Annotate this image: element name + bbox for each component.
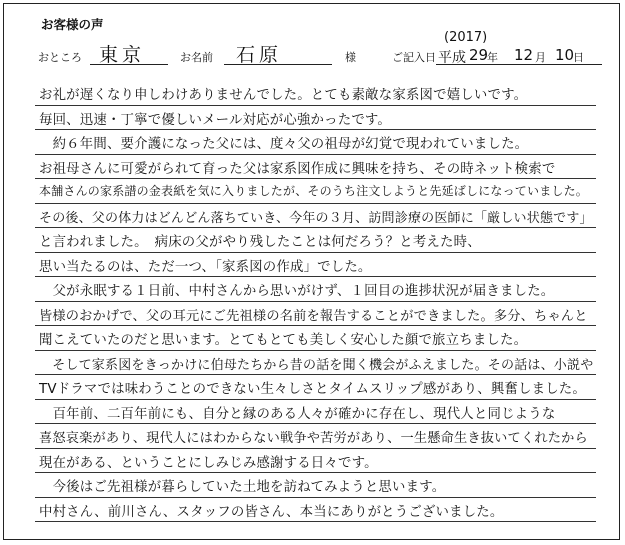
message-line: 思い当たるのは、ただ一つ、「家系図の作成」でした。 (39, 259, 372, 275)
ruled-line (35, 276, 596, 277)
date-year: 29 (469, 46, 489, 64)
message-line: 毎回、迅速・丁寧で優しいメール対応が心強かったです。 (39, 112, 392, 128)
card-title: お客様の声 (41, 17, 104, 32)
ruled-line (35, 301, 596, 302)
date-year-unit: 年 (487, 51, 498, 64)
message-line: 中村さん、前川さん、スタッフの皆さん、本当にありがとうございました。 (39, 504, 504, 520)
message-line: その後、父の体力はどんどん落ちていき、今年の３月、訪問診療の医師に「厳しい状態です」 (39, 210, 593, 226)
date-underline (436, 64, 602, 65)
name-value: 石原 (236, 44, 283, 66)
ruled-line (35, 399, 596, 400)
ruled-line (35, 374, 596, 375)
honorific: 様 (345, 51, 356, 64)
message-line: 本舗さんの家系譜の金表紙を気に入りましたが、そのうち注文しようと先延ばしになっていました。 (39, 184, 589, 198)
message-line: 今後はご先祖様が暮らしていた土地を訪ねてみようと思います。 (39, 480, 446, 495)
message-line: TVドラマでは味わうことのできない生々しさとタイムスリップ感があり、興奮しました。 (39, 382, 586, 397)
ruled-line (35, 252, 596, 253)
date-era: 平成 (438, 50, 466, 66)
ruled-line (35, 227, 596, 228)
ruled-line (35, 105, 596, 106)
ruled-line (35, 521, 596, 522)
message-line: そして家系図をきっかけに伯母たちから昔の話を聞く機会がふえました。その話は、小説や (39, 357, 594, 373)
message-line: 百年前、二百年前にも、自分と縁のある人々が確かに存在し、現代人と同じような (39, 406, 556, 422)
address-label: おところ (38, 51, 82, 64)
ruled-line (35, 350, 596, 351)
date-day: 10 (555, 46, 575, 64)
message-line: 聞こえていたのだと思います。とてもとても美しく安心した顔で旅立ちました。 (39, 333, 528, 348)
ruled-line (35, 423, 596, 424)
testimonial-card (3, 3, 620, 540)
address-value: 東京 (99, 44, 146, 66)
date-label: ご記入日 (392, 51, 436, 64)
date-day-unit: 日 (573, 51, 584, 64)
name-underline (224, 64, 332, 65)
ruled-line (35, 203, 596, 204)
ruled-line (35, 472, 596, 473)
message-line: 喜怒哀楽があり、現代人にはわからない戦争や苦労があり、一生懸命生き抜いてくれたから (39, 431, 588, 446)
ruled-line (35, 154, 596, 155)
message-line: お祖母さんに可愛がられて育った父は家系図作成に興味を持ち、その時ネット検索で (39, 161, 556, 177)
message-line: 皆様のおかげで、父の耳元にご先祖様の名前を報告することができました。多分、ちゃんと (39, 308, 588, 324)
message-line: 約６年間、要介護になった父には、度々父の祖母が幻覚で現われていました。 (39, 137, 529, 152)
message-line: 現在がある、ということにしみじみ感謝する日々です。 (39, 455, 378, 471)
date-year-western: (2017) (444, 30, 488, 45)
name-label: お名前 (180, 51, 213, 64)
address-underline (90, 64, 168, 65)
date-month-unit: 月 (535, 51, 546, 64)
message-line: と言われました。 病床の父がやり残したことは何だろう？と考えた時、 (39, 235, 481, 250)
message-line: 父が永眠する１日前、中村さんから思いがけず、１回目の進捗状況が届きました。 (39, 284, 555, 299)
ruled-line (35, 448, 596, 449)
ruled-line (35, 497, 596, 498)
message-line: お礼が遅くなり申しわけありませんでした。とても素敵な家系図で嬉しいです。 (39, 88, 528, 103)
ruled-line (35, 178, 596, 179)
ruled-line (35, 325, 596, 326)
date-month: 12 (514, 46, 534, 64)
ruled-line (35, 129, 596, 130)
